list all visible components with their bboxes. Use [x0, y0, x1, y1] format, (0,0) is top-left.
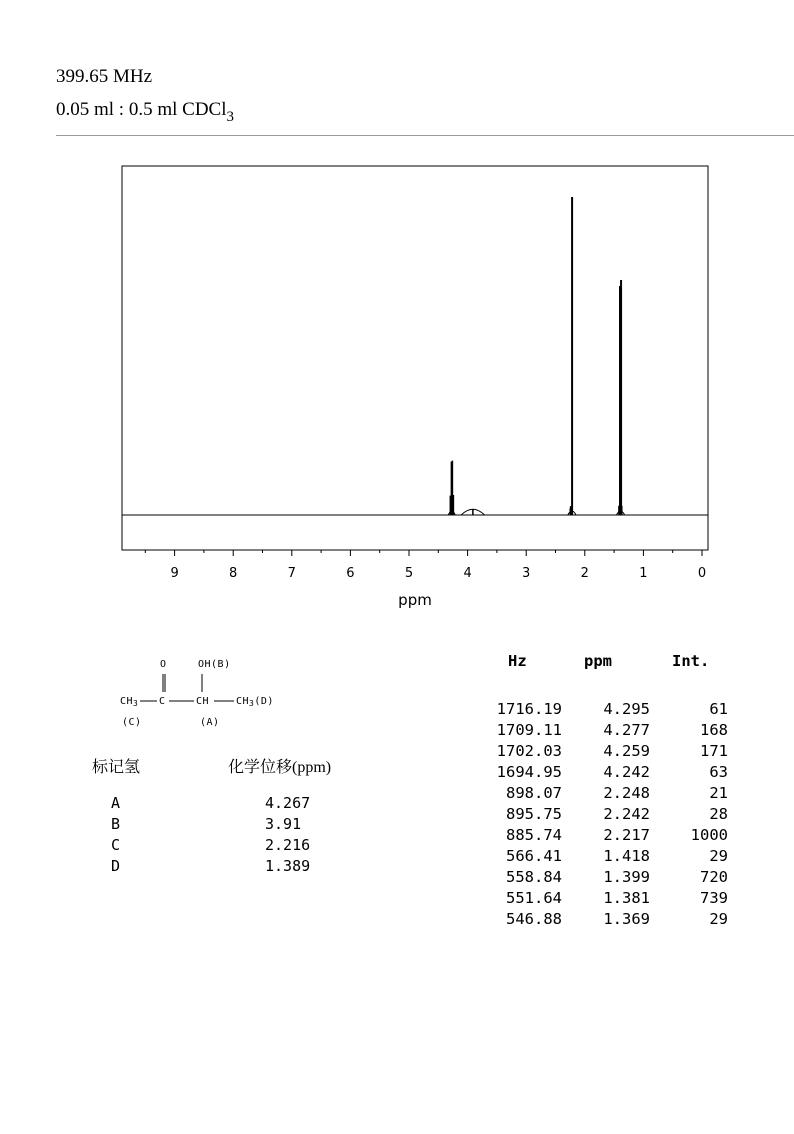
assignment-shift: 3.91: [265, 815, 302, 833]
cell-hz: 1694.95: [496, 763, 562, 781]
table-row: [470, 826, 740, 847]
cell-ppm: 4.259: [603, 742, 650, 760]
ketone-oxygen: O: [160, 659, 167, 670]
cell-ppm: 4.242: [603, 763, 650, 781]
assignment-label-header: 标记氢: [92, 759, 141, 776]
table-row: [470, 721, 740, 742]
cell-int: 29: [709, 847, 728, 865]
cell-int: 1000: [690, 826, 728, 844]
table-row: [470, 910, 740, 931]
column-header-hz: Hz: [508, 652, 527, 670]
x-tick-label: 6: [346, 566, 355, 581]
cell-ppm: 1.381: [603, 889, 650, 907]
cell-ppm: 4.277: [603, 721, 650, 739]
cell-int: 61: [709, 700, 728, 718]
x-tick-label: 4: [463, 566, 472, 581]
table-row: [470, 742, 740, 763]
cell-int: 168: [700, 721, 728, 739]
table-row: [470, 700, 740, 721]
cell-ppm: 4.295: [603, 700, 650, 718]
assignment-row: [100, 836, 360, 857]
cell-ppm: 2.242: [603, 805, 650, 823]
x-tick-label: 1: [639, 566, 648, 581]
methine-group: CH: [196, 696, 210, 707]
table-row: [470, 889, 740, 910]
assignment-shift-header: 化学位移(ppm): [228, 759, 332, 776]
cell-hz: 1716.19: [496, 700, 562, 718]
cell-ppm: 2.217: [603, 826, 650, 844]
table-row: [470, 847, 740, 868]
cell-hz: 1709.11: [496, 721, 562, 739]
assignment-shift: 1.389: [265, 857, 311, 875]
table-row: [470, 805, 740, 826]
assignment-label: A: [111, 794, 121, 812]
ch3-left-sub: 3: [133, 699, 139, 708]
assignment-shift: 4.267: [265, 794, 311, 812]
x-tick-label: 9: [170, 566, 179, 581]
x-tick-label: 0: [697, 566, 707, 581]
cell-int: 739: [700, 889, 728, 907]
cell-int: 28: [709, 805, 728, 823]
molecule-structure: [110, 655, 310, 735]
ch3-right: [236, 696, 274, 708]
x-tick-label: 7: [287, 566, 296, 581]
assignment-row: [100, 857, 360, 878]
peak-table: [470, 652, 740, 931]
cell-hz: 895.75: [506, 805, 562, 823]
x-axis-title: ppm: [398, 591, 432, 609]
assignment-table: [100, 794, 360, 878]
x-tick-label: 2: [580, 566, 589, 581]
cell-ppm: 1.399: [603, 868, 650, 886]
cell-int: 29: [709, 910, 728, 928]
ch3-left-text: CH: [120, 696, 134, 707]
spectrometer-frequency: 399.65 MHz: [56, 66, 153, 87]
table-row: [470, 763, 740, 784]
hydroxyl-group: OH(B): [198, 659, 231, 670]
cell-ppm: 2.248: [603, 784, 650, 802]
cell-hz: 885.74: [506, 826, 562, 844]
cell-hz: 546.88: [506, 910, 562, 928]
cell-hz: 898.07: [506, 784, 562, 802]
cell-hz: 566.41: [506, 847, 562, 865]
assignment-shift: 2.216: [265, 836, 311, 854]
x-tick-label: 3: [522, 566, 531, 581]
label-c: (C): [122, 717, 142, 728]
label-a: (A): [200, 717, 220, 728]
cell-int: 171: [700, 742, 728, 760]
cell-hz: 1702.03: [496, 742, 562, 760]
ch3-right-text: CH: [236, 696, 250, 707]
assignment-label: C: [111, 836, 121, 854]
ch3-right-sub: 3: [249, 699, 255, 708]
carbonyl-carbon: C: [159, 696, 166, 707]
table-row: [470, 868, 740, 889]
column-header-ppm: ppm: [584, 652, 612, 670]
cell-ppm: 1.418: [603, 847, 650, 865]
peak-table-header: [470, 652, 740, 700]
cell-hz: 558.84: [506, 868, 562, 886]
assignment-label: B: [111, 815, 121, 833]
x-tick-label: 5: [404, 566, 414, 581]
cell-int: 21: [709, 784, 728, 802]
x-tick-label: 8: [229, 566, 238, 581]
spectrum-peaks: [448, 197, 624, 515]
assignment-label: D: [111, 857, 121, 875]
table-row: [470, 784, 740, 805]
column-header-int: Int.: [672, 652, 710, 670]
label-d: (D): [254, 696, 274, 707]
sample-text: 0.05 ml : 0.5 ml CDCl: [56, 99, 227, 120]
cell-hz: 551.64: [506, 889, 562, 907]
cell-ppm: 1.369: [603, 910, 650, 928]
cell-int: 720: [700, 868, 728, 886]
assignment-row: [100, 794, 360, 815]
cell-int: 63: [709, 763, 728, 781]
sample-subscript: 3: [226, 109, 234, 125]
assignment-row: [100, 815, 360, 836]
ch3-left: [120, 696, 138, 708]
x-axis: [145, 550, 706, 581]
